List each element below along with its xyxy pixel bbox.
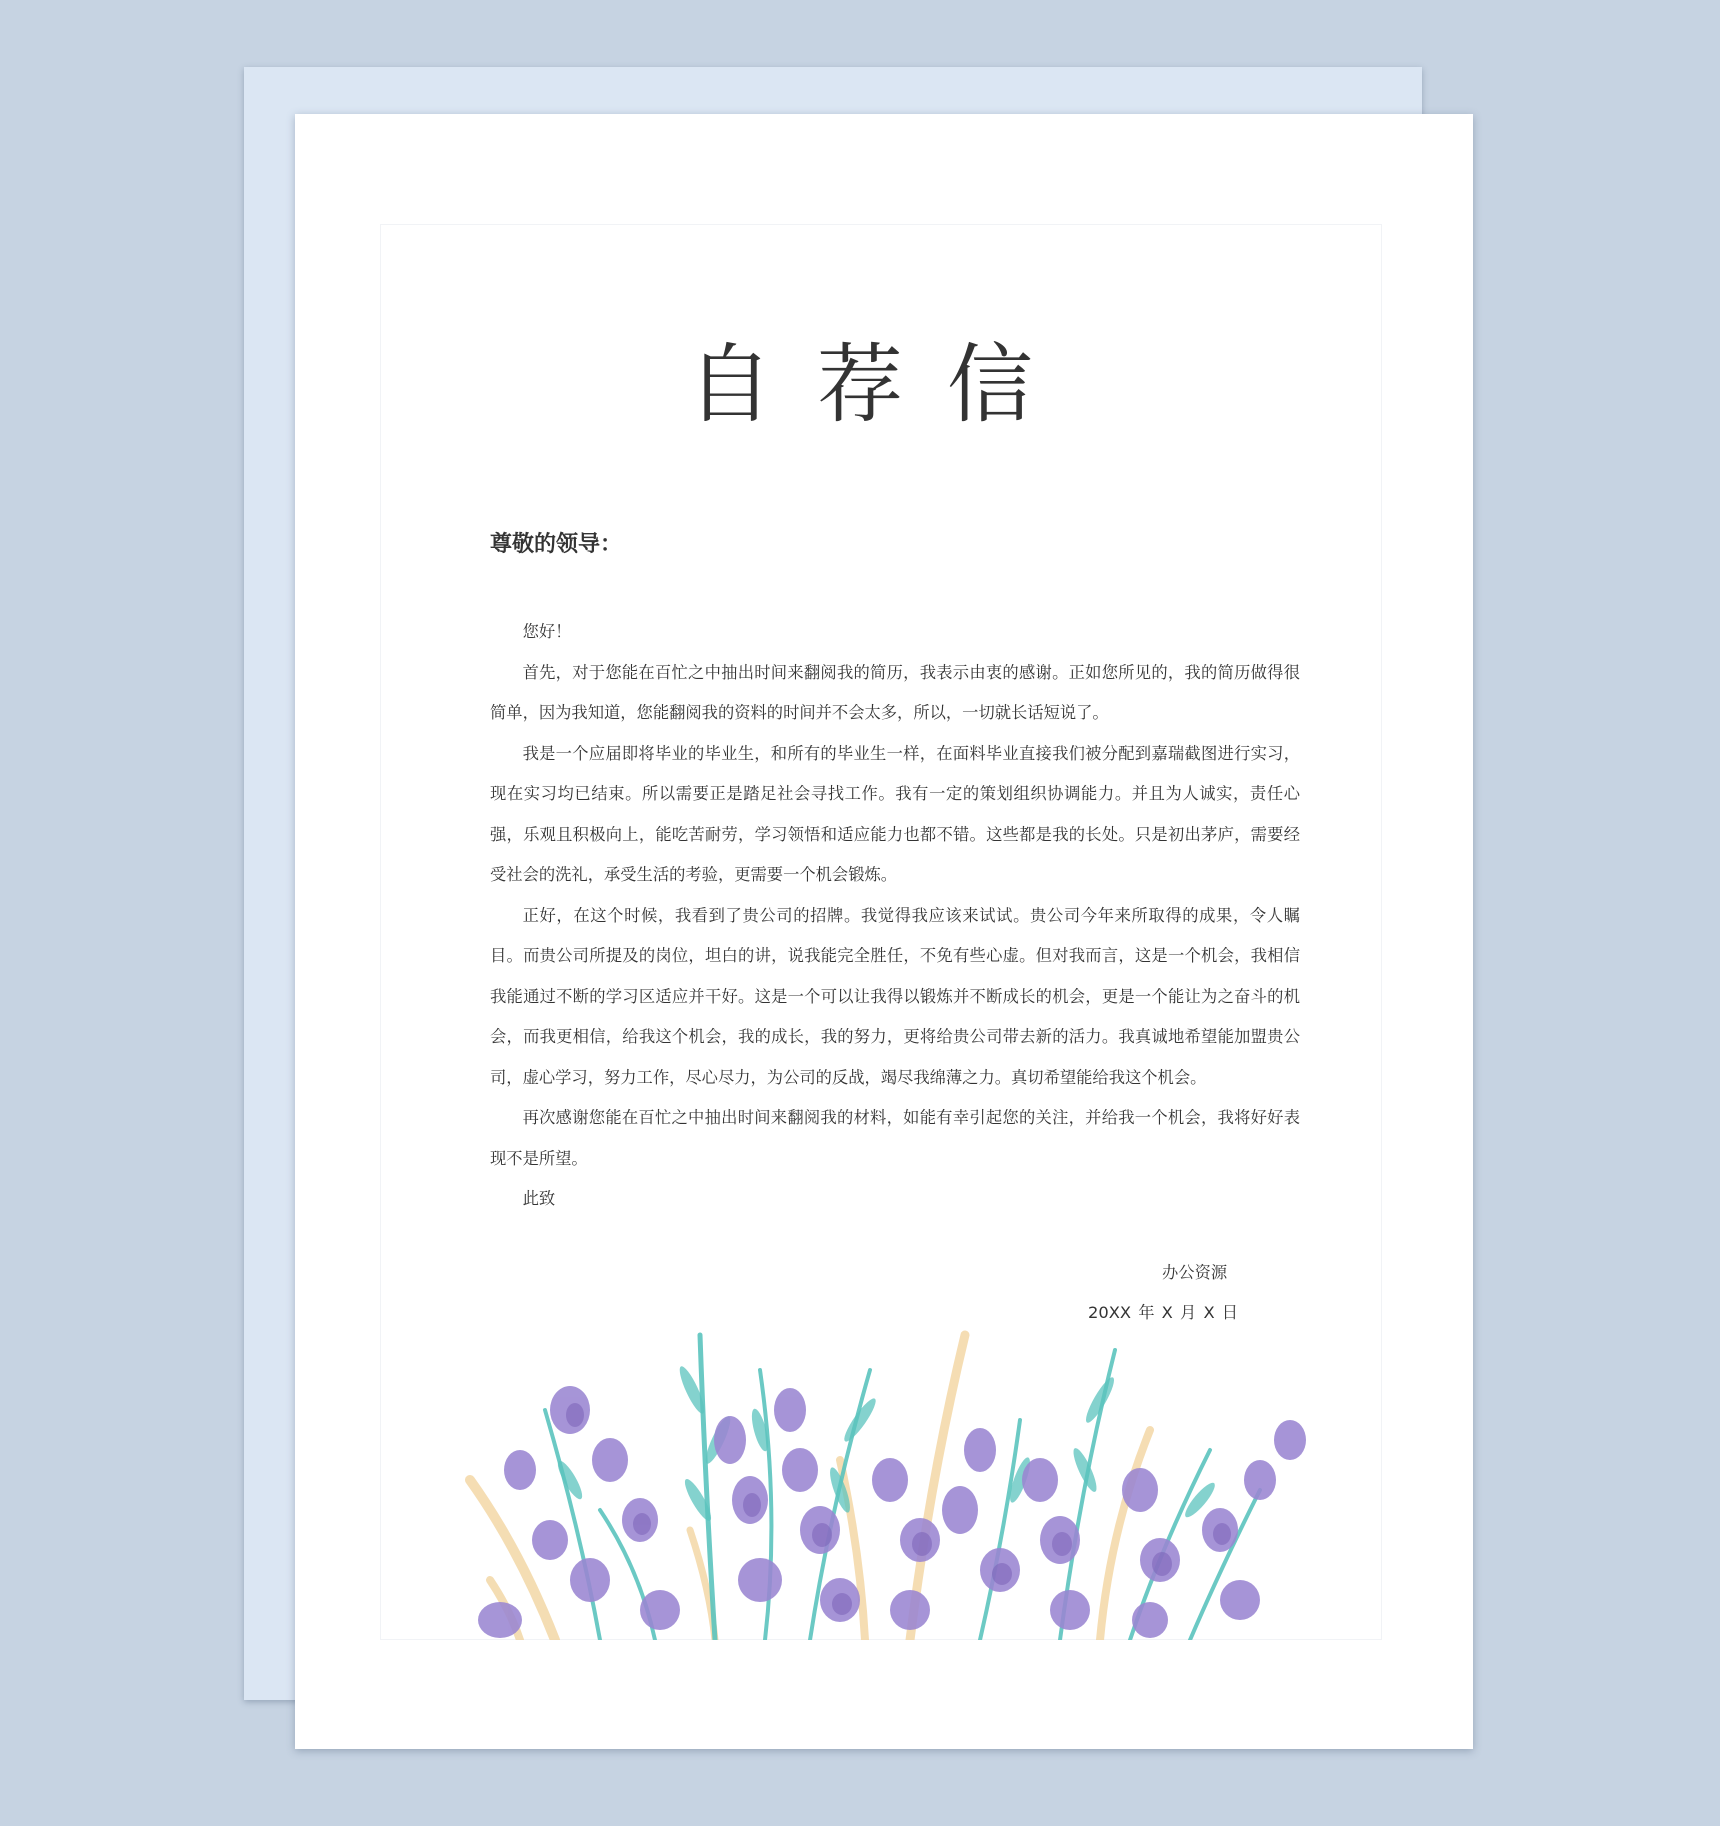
letter-body [490, 612, 1300, 1220]
letter-date: 20XX 年 X 月 X 日 [1088, 1303, 1239, 1322]
letter-paragraph: 再次感谢您能在百忙之中抽出时间来翻阅我的材料，如能有幸引起您的关注，并给我一个机会，我将好好表现不是所望。 [490, 1108, 1300, 1168]
letter-paragraph: 您好！ [522, 622, 572, 641]
letter-salutation: 尊敬的领导： [490, 532, 623, 557]
letter-paragraph: 首先，对于您能在百忙之中抽出时间来翻阅我的简历，我表示由衷的感谢。正如您所见的，我的简历做得很简单，因为我知道，您能翻阅我的资料的时间并不会太多，所以，一切就长话短说了。 [490, 662, 1300, 722]
letter-paragraph: 正好，在这个时候，我看到了贵公司的招牌。我觉得我应该来试试。贵公司今年来所取得的成果，令人瞩目。而贵公司所提及的岗位，坦白的讲，说我能完全胜任，不免有些心虚。但对我而言，这是一个机会，我相信我能通过不断的学习区适应并干好。这是一个可以让我得以锻炼并不断成长的机会，更是一个能让为之奋斗的机会，而我更相信，给我这个机会，我的成长，我的努力，更将给贵公司带去新的活力。我真诚地希望能加盟贵公司，虚心学习，努力工作，尽心尽力，为公司的反战，竭尽我绵薄之力。真切希望能给我这个机会。 [490, 905, 1300, 1087]
letter-title: 自荐信 [687, 335, 1077, 435]
lavender-watercolor-icon [460, 1330, 1320, 1640]
letter-paragraph: 我是一个应届即将毕业的毕业生，和所有的毕业生一样，在面料毕业直接我们被分配到嘉瑞截图进行实习，现在实习均已结束。所以需要正是踏足社会寻找工作。我有一定的策划组织协调能力。并且为人诚实，责任心强，乐观且积极向上，能吃苦耐劳，学习领悟和适应能力也都不错。这些都是我的长处。只是初出茅庐，需要经受社会的洗礼，承受生活的考验，更需要一个机会锻炼。 [490, 743, 1300, 884]
letter-signature: 办公资源 [1162, 1263, 1228, 1282]
letter-closing: 此致 [522, 1189, 556, 1208]
